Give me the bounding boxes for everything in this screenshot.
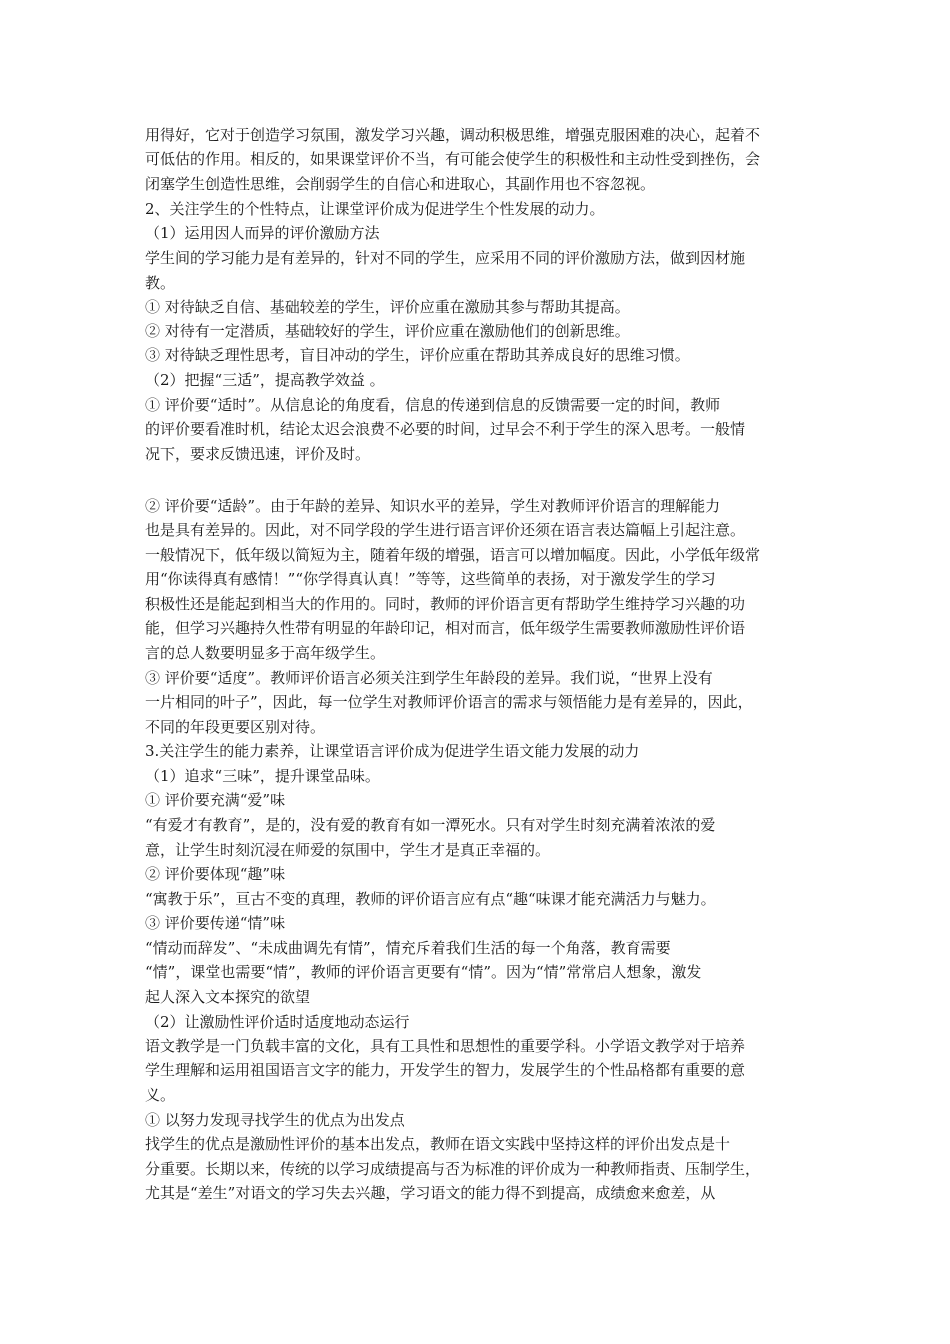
text-line: 学生理解和运用祖国语言文字的能力，开发学生的智力，发展学生的个性品格都有重要的意 xyxy=(145,1061,746,1079)
text-line: （1）运用因人而异的评价激励方法 xyxy=(145,224,380,242)
text-line: （2）让激励性评价适时适度地动态运行 xyxy=(145,1013,410,1031)
text-line: 一般情况下，低年级以简短为主，随着年级的增强，语言可以增加幅度。因此，小学低年级常 xyxy=(145,546,761,564)
text-line: 分重要。长期以来，传统的以学习成绩提高与否为标准的评价成为一种教师指责、压制学生， xyxy=(145,1160,761,1178)
text-line: “情”，课堂也需要“情”，教师的评价语言更要有“情”。因为“情”常常启人想象，激发 xyxy=(145,963,702,981)
text-line: 语文教学是一门负载丰富的文化，具有工具性和思想性的重要学科。小学语文教学对于培养 xyxy=(145,1037,746,1055)
text-line: 可低估的作用。相反的，如果课堂评价不当，有可能会使学生的积极性和主动性受到挫伤，会 xyxy=(145,150,761,168)
text-line: ② 对待有一定潜质，基础较好的学生，评价应重在激励他们的创新思维。 xyxy=(145,322,630,340)
text-line: 学生间的学习能力是有差异的，针对不同的学生，应采用不同的评价激励方法，做到因材施 xyxy=(145,249,746,267)
text-line: ③ 评价要“适度”。教师评价语言必须关注到学生年龄段的差异。我们说，“世界上没有 xyxy=(145,669,713,687)
text-line: ② 评价要体现“趣”味 xyxy=(145,865,286,883)
text-line: 的评价要看准时机，结论太迟会浪费不必要的时间，过早会不利于学生的深入思考。一般情 xyxy=(145,420,746,438)
text-line: ① 评价要充满“爱”味 xyxy=(145,791,286,809)
text-line: 不同的年段更要区别对待。 xyxy=(145,718,326,736)
text-line: ③ 对待缺乏理性思考，盲目冲动的学生，评价应重在帮助其养成良好的思维习惯。 xyxy=(145,346,690,364)
text-line: ② 评价要“适龄”。由于年龄的差异、知识水平的差异，学生对教师评价语言的理解能力 xyxy=(145,497,721,515)
text-line: 义。 xyxy=(145,1086,176,1104)
text-line: 2、关注学生的个性特点，让课堂评价成为促进学生个性发展的动力。 xyxy=(145,200,605,218)
text-line: ① 以努力发现寻找学生的优点为出发点 xyxy=(145,1111,405,1129)
text-line: 况下，要求反馈迅速，评价及时。 xyxy=(145,445,371,463)
text-line: 一片相同的叶子”，因此，每一位学生对教师评价语言的需求与领悟能力是有差异的，因此， xyxy=(145,693,753,711)
text-line: 能，但学习兴趣持久性带有明显的年龄印记，相对而言，低年级学生需要教师激励性评价语 xyxy=(145,619,746,637)
text-line: 3.关注学生的能力素养，让课堂语言评价成为促进学生语文能力发展的动力 xyxy=(145,742,640,760)
text-line: ③ 评价要传递“情”味 xyxy=(145,914,286,932)
text-line: 闭塞学生创造性思维，会削弱学生的自信心和进取心，其副作用也不容忽视。 xyxy=(145,175,656,193)
text-line: 用得好，它对于创造学习氛围，激发学习兴趣，调动积极思维，增强克服困难的决心，起着不 xyxy=(145,126,761,144)
text-line: “有爱才有教育”，是的，没有爱的教育有如一潭死水。只有对学生时刻充满着浓浓的爱 xyxy=(145,816,716,834)
text-line: 也是具有差异的。因此，对不同学段的学生进行语言评价还须在语言表达篇幅上引起注意。 xyxy=(145,521,746,539)
text-line: 起人深入文本探究的欲望 xyxy=(145,988,311,1006)
text-line: 言的总人数要明显多于高年级学生。 xyxy=(145,644,386,662)
text-line: （1）追求“三味”，提升课堂品味。 xyxy=(145,767,380,785)
text-line: 教。 xyxy=(145,274,176,292)
text-line: （2）把握“三适”，提高教学效益 。 xyxy=(145,371,385,389)
text-line: ① 评价要“适时”。从信息论的角度看，信息的传递到信息的反馈需要一定的时间，教师 xyxy=(145,396,721,414)
text-line: 积极性还是能起到相当大的作用的。同时，教师的评价语言更有帮助学生维持学习兴趣的功 xyxy=(145,595,746,613)
text-line: ① 对待缺乏自信、基础较差的学生，评价应重在激励其参与帮助其提高。 xyxy=(145,298,630,316)
text-line: 意，让学生时刻沉浸在师爱的氛围中，学生才是真正幸福的。 xyxy=(145,841,551,859)
text-line: “寓教于乐”，亘古不变的真理，教师的评价语言应有点“趣“味课才能充满活力与魅力。 xyxy=(145,890,716,908)
text-line: 用“你读得真有感情！”“你学得真认真！”等等，这些简单的表扬，对于激发学生的学习 xyxy=(145,570,716,588)
text-line: “情动而辞发”、“未成曲调先有情”，情充斥着我们生活的每一个角落，教育需要 xyxy=(145,939,671,957)
text-line: 找学生的优点是激励性评价的基本出发点，教师在语文实践中坚持这样的评价出发点是十 xyxy=(145,1135,731,1153)
text-line: 尤其是“差生”对语文的学习失去兴趣，学习语文的能力得不到提高，成绩愈来愈差，从 xyxy=(145,1184,716,1202)
